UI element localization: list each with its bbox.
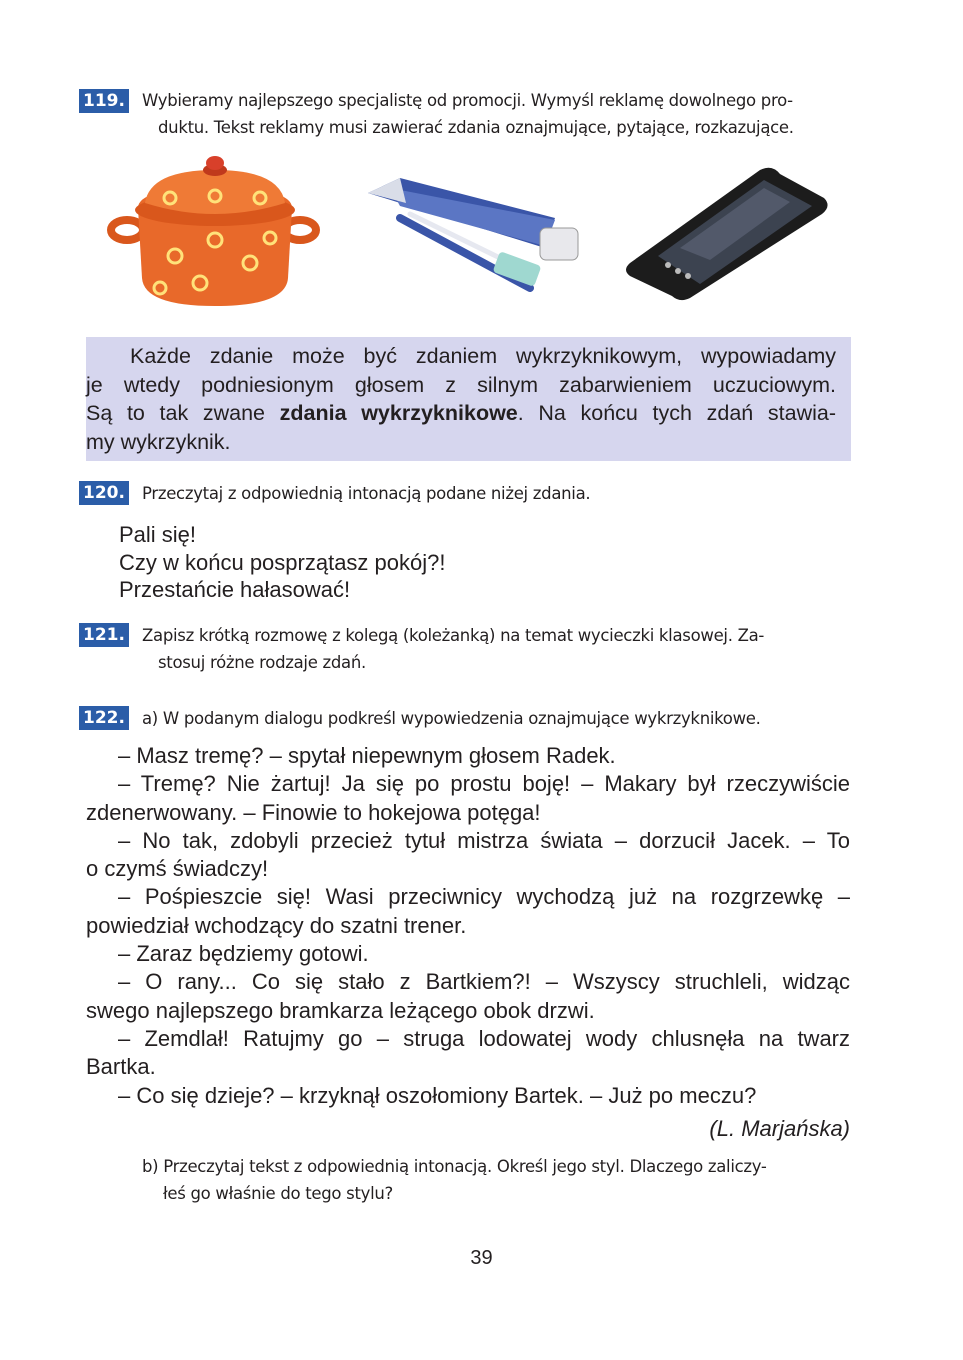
task-number-120: 120. xyxy=(79,481,129,505)
dialog-line: – Pośpieszcie się! Wasi przeciwnicy wychodzą już na rozgrzewkę – xyxy=(118,884,850,910)
rule-line-3-start: Są to tak zwane xyxy=(86,401,280,425)
task-122-part-b-line-1: b) Przeczytaj tekst z odpowiednią intonacją. Określ jego styl. Dlaczego zaliczy- xyxy=(142,1157,767,1176)
rule-line-3-end: . Na końcu tych zdań stawia- xyxy=(517,401,836,425)
dialog-line: – Masz tremę? – spytał niepewnym głosem Radek. xyxy=(118,743,616,768)
smartphone-icon xyxy=(626,168,828,300)
rule-line-2: je wtedy podniesionym głosem z silnym zabarwieniem uczuciowym. xyxy=(86,372,836,397)
example-sentences xyxy=(119,521,446,604)
task-122-part-b-line-2: łeś go właśnie do tego stylu? xyxy=(163,1184,394,1203)
task-122-part-a-line: a) W podanym dialogu podkreśl wypowiedzenia oznajmujące wykrzyknikowe. xyxy=(142,709,761,728)
toothpaste-icon xyxy=(368,178,578,288)
sentence-2: Czy w końcu posprzątasz pokój?! xyxy=(119,549,446,575)
dialog-line: o czymś świadczy! xyxy=(86,856,269,882)
author-attribution: (L. Marjańska) xyxy=(709,1116,850,1141)
task-119-text xyxy=(142,87,854,141)
dialog-line: – No tak, zdobyli przecież tytuł mistrza świata – dorzucił Jacek. – To xyxy=(118,827,850,853)
task-121-line-1: Zapisz krótką rozmowę z kolegą (koleżanką) na temat wycieczki klasowej. Za- xyxy=(142,626,765,645)
task-122-part-b xyxy=(142,1153,854,1207)
dialog-text xyxy=(86,742,850,1110)
task-120-text xyxy=(142,480,854,507)
sentence-1: Pali się! xyxy=(119,522,197,547)
dialog-line: – Zemdlał! Ratujmy go – struga lodowatej wody chlusnęła na twarz xyxy=(118,1025,850,1051)
dialog-line: zdenerwowany. – Finowie to hokejowa potęga! xyxy=(86,799,541,825)
product-illustrations xyxy=(100,148,840,318)
task-120-line: Przeczytaj z odpowiednią intonacją podane niżej zdania. xyxy=(142,484,591,503)
dialog-line: – Zaraz będziemy gotowi. xyxy=(118,941,369,967)
task-119-line-2: duktu. Tekst reklamy musi zawierać zdania oznajmujące, pytające, rozkazujące. xyxy=(158,118,794,137)
page-number: 39 xyxy=(470,1247,493,1269)
rule-text xyxy=(86,342,836,456)
dialog-line: – O rany... Co się stało z Bartkiem?! – Wszyscy struchleli, widząc xyxy=(118,969,850,995)
task-number-119: 119. xyxy=(79,89,129,113)
dialog-line: swego najlepszego bramkarza leżącego obok drzwi. xyxy=(86,997,595,1023)
dialog-line: – Co się dzieje? – krzyknął oszołomiony Bartek. – Już po meczu? xyxy=(118,1082,757,1108)
task-121-line-2: stosuj różne rodzaje zdań. xyxy=(158,653,366,672)
sentence-3: Przestańcie hałasować! xyxy=(119,577,351,602)
dialog-line: Bartka. xyxy=(86,1054,156,1080)
pot-icon xyxy=(111,156,316,306)
task-121-text xyxy=(142,622,854,676)
task-119-line-1: Wybieramy najlepszego specjalistę od promocji. Wymyśl reklamę dowolnego pro- xyxy=(142,91,793,110)
dialog-line: – Tremę? Nie żartuj! Ja się po prostu boję! – Makary był rzeczywiście xyxy=(118,771,850,797)
rule-line-4: my wykrzyknik. xyxy=(86,429,231,454)
task-122-part-a xyxy=(142,705,854,732)
rule-line-1: Każde zdanie może być zdaniem wykrzyknikowym, wypowiadamy xyxy=(130,344,836,368)
task-number-122: 122. xyxy=(79,706,129,730)
dialog-line: powiedział wchodzący do szatni trener. xyxy=(86,912,467,938)
rule-line-3 xyxy=(86,399,836,428)
task-number-121: 121. xyxy=(79,623,129,647)
rule-term-bold: zdania wykrzyknikowe xyxy=(279,401,518,425)
